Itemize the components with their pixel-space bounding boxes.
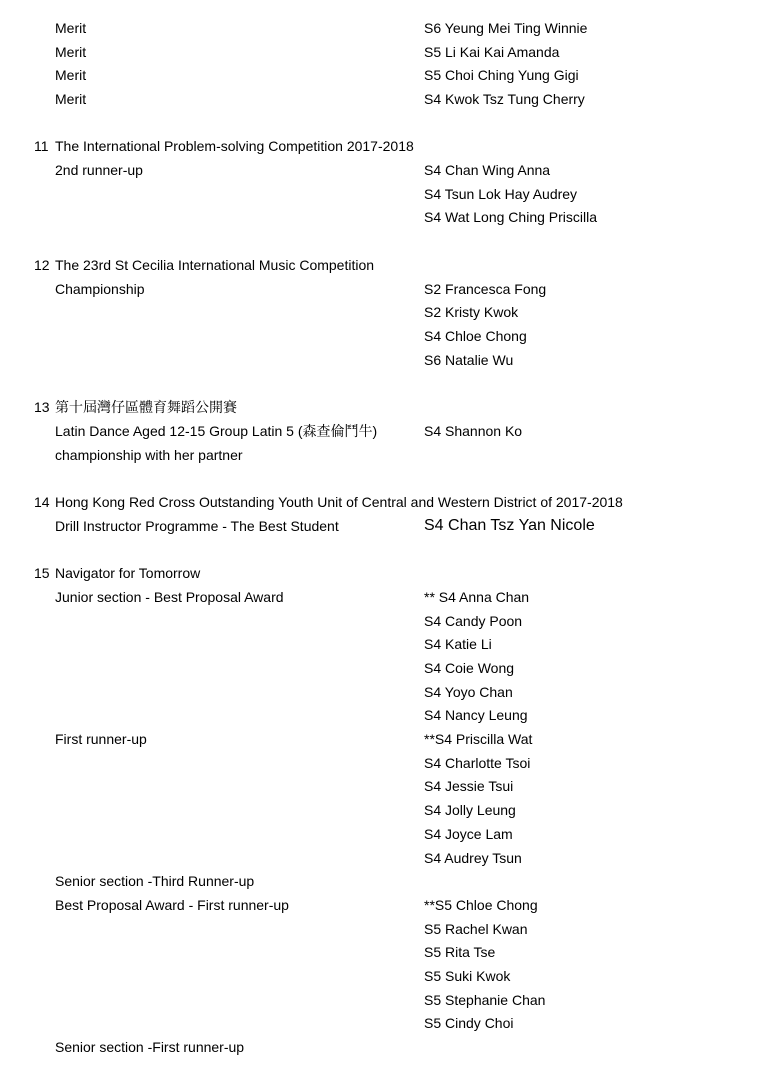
merit-row — [0, 17, 764, 39]
student-name: S4 Joyce Lam — [424, 826, 513, 842]
student-name: S4 Nancy Leung — [424, 707, 528, 723]
section-heading — [0, 562, 764, 584]
section-heading — [0, 135, 764, 157]
student-row — [0, 918, 764, 940]
section-heading — [0, 396, 764, 418]
award-row — [0, 278, 764, 300]
student-name: S5 Suki Kwok — [424, 968, 511, 984]
student-name: S4 Chloe Chong — [424, 328, 527, 344]
student-row — [0, 301, 764, 323]
student-row — [0, 799, 764, 821]
merit-row — [0, 88, 764, 110]
competition-title: 第十屆灣仔區體育舞蹈公開賽 — [55, 399, 237, 415]
student-name: S4 Audrey Tsun — [424, 850, 522, 866]
award-label: Senior section -First runner-up — [55, 1039, 245, 1055]
merit-row — [0, 41, 764, 63]
student-name: S5 Rachel Kwan — [424, 921, 528, 937]
student-row — [0, 847, 764, 869]
award-label: championship with her partner — [55, 447, 243, 463]
award-row — [0, 728, 764, 750]
student-name: S6 Yeung Mei Ting Winnie — [424, 20, 588, 36]
award-row-continued — [0, 444, 764, 466]
student-row — [0, 681, 764, 703]
competition-title: Navigator for Tomorrow — [55, 565, 201, 581]
award-label: First runner-up — [55, 731, 147, 747]
student-name: **S5 Chloe Chong — [424, 897, 538, 913]
student-row — [0, 183, 764, 205]
award-row — [0, 420, 764, 442]
student-name: S2 Kristy Kwok — [424, 304, 519, 320]
student-name: S6 Natalie Wu — [424, 352, 514, 368]
student-name: S4 Coie Wong — [424, 660, 515, 676]
student-row — [0, 325, 764, 347]
award-label: Drill Instructor Programme - The Best Student — [55, 518, 339, 534]
student-name: S5 Li Kai Kai Amanda — [424, 44, 560, 60]
item-number: 14 — [34, 494, 50, 510]
student-row — [0, 823, 764, 845]
item-number: 12 — [34, 257, 50, 273]
award-label: Best Proposal Award - First runner-up — [55, 897, 289, 913]
item-number: 13 — [34, 399, 50, 415]
student-name: ** S4 Anna Chan — [424, 589, 530, 605]
student-row — [0, 657, 764, 679]
section-heading — [0, 491, 764, 513]
award-row — [0, 870, 764, 892]
award-row — [0, 159, 764, 181]
student-row — [0, 775, 764, 797]
item-number: 15 — [34, 565, 50, 581]
student-name: S4 Jessie Tsui — [424, 778, 514, 794]
student-name: S5 Cindy Choi — [424, 1015, 514, 1031]
student-row — [0, 349, 764, 371]
student-name: S4 Katie Li — [424, 636, 492, 652]
student-row — [0, 704, 764, 726]
student-row — [0, 206, 764, 228]
award-label: Merit — [55, 67, 87, 83]
student-name: S4 Kwok Tsz Tung Cherry — [424, 91, 585, 107]
competition-title: Hong Kong Red Cross Outstanding Youth Unit of Central and Western District of 2017-2018 — [55, 494, 623, 510]
merit-row — [0, 64, 764, 86]
award-row — [0, 586, 764, 608]
student-row — [0, 965, 764, 987]
student-name: S5 Choi Ching Yung Gigi — [424, 67, 579, 83]
student-name: S4 Candy Poon — [424, 613, 523, 629]
student-name: S5 Rita Tse — [424, 944, 496, 960]
student-name: S4 Jolly Leung — [424, 802, 516, 818]
award-label: Merit — [55, 44, 87, 60]
award-row — [0, 894, 764, 916]
section-heading — [0, 254, 764, 276]
award-label: Merit — [55, 91, 87, 107]
student-row — [0, 941, 764, 963]
student-name: **S4 Priscilla Wat — [424, 731, 533, 747]
student-name: S4 Charlotte Tsoi — [424, 755, 531, 771]
student-row — [0, 610, 764, 632]
competition-title: The International Problem-solving Competition 2017-2018 — [55, 138, 414, 154]
award-label: Junior section - Best Proposal Award — [55, 589, 284, 605]
student-row — [0, 633, 764, 655]
award-label: Championship — [55, 281, 145, 297]
student-name: S5 Stephanie Chan — [424, 992, 546, 1008]
award-label: Latin Dance Aged 12-15 Group Latin 5 (森查倫鬥牛) — [55, 423, 378, 439]
award-label: Senior section -Third Runner-up — [55, 873, 255, 889]
student-name: S4 Wat Long Ching Priscilla — [424, 209, 598, 225]
student-name: S2 Francesca Fong — [424, 281, 547, 297]
award-row — [0, 515, 764, 537]
student-name: S4 Chan Wing Anna — [424, 162, 551, 178]
item-number: 11 — [34, 138, 49, 154]
student-row — [0, 1012, 764, 1034]
student-name: S4 Shannon Ko — [424, 423, 523, 439]
student-row — [0, 989, 764, 1011]
student-name: S4 Yoyo Chan — [424, 684, 513, 700]
competition-title: The 23rd St Cecilia International Music Competition — [55, 257, 375, 273]
award-row — [0, 1036, 764, 1058]
award-label: 2nd runner-up — [55, 162, 143, 178]
student-name: S4 Chan Tsz Yan Nicole — [424, 517, 595, 534]
student-row — [0, 752, 764, 774]
award-label: Merit — [55, 20, 87, 36]
student-name: S4 Tsun Lok Hay Audrey — [424, 186, 578, 202]
